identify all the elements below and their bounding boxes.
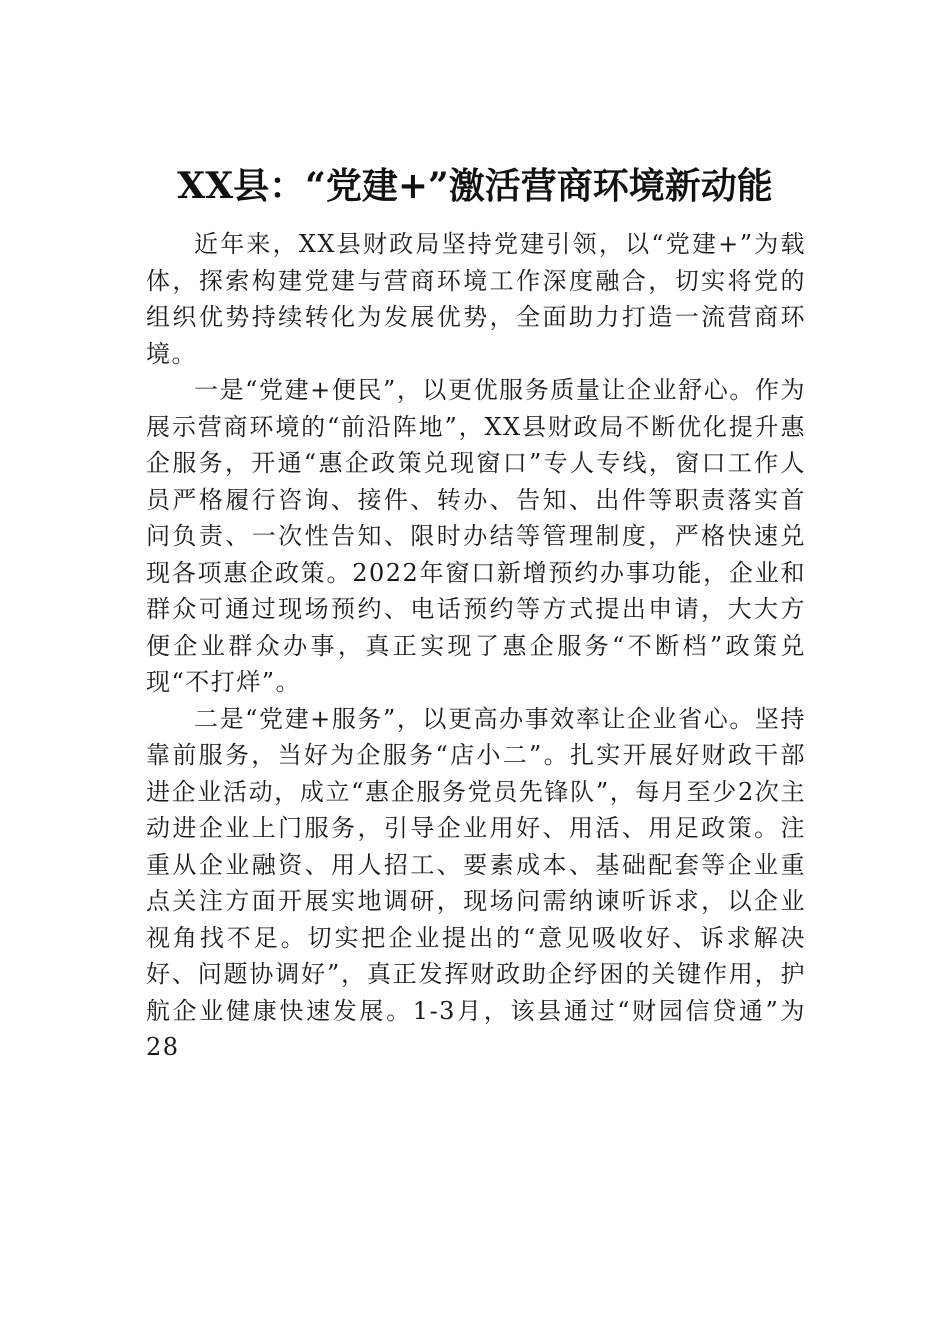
document-title: XX县：“党建+”激活营商环境新动能 — [177, 165, 773, 207]
document-body — [146, 226, 806, 1066]
paragraph-service: 二是“党建+服务”，以更高办事效率让企业省心。坚持靠前服务，当好为企服务“店小二”。扎实开展好财政干部进企业活动，成立“惠企服务党员先锋队”，每月至少2次主动进企业上门服务，引导企业用好、用活、用足政策。注重从企业融资、用人招工、要素成本、基础配套等企业重点关注方面开展实地调研，现场问需纳谏听诉求，以企业视角找不足。切实把企业提出的“意见吸收好、诉求解决好、问题协调好”，真正发挥财政助企纾困的关键作用，护航企业健康快速发展。1-3月，该县通过“财园信贷通”为28 — [146, 704, 806, 1061]
paragraph-convenience: 一是“党建+便民”，以更优服务质量让企业舒心。作为展示营商环境的“前沿阵地”，XX县财政局不断优化提升惠企服务，开通“惠企政策兑现窗口”专人专线，窗口工作人员严格履行咨询、接件、转办、告知、出件等职责落实首问负责、一次性告知、限时办结等管理制度，严格快速兑现各项惠企政策。2022年窗口新增预约办事功能，企业和群众可通过现场预约、电话预约等方式提出申请，大大方便企业群众办事，真正实现了惠企服务“不断档”政策兑现“不打烊”。 — [146, 376, 806, 696]
paragraph-intro: 近年来，XX县财政局坚持党建引领，以“党建+”为载体，探索构建党建与营商环境工作深度融合，切实将党的组织优势持续转化为发展优势，全面助力打造一流营商环境。 — [146, 230, 806, 368]
